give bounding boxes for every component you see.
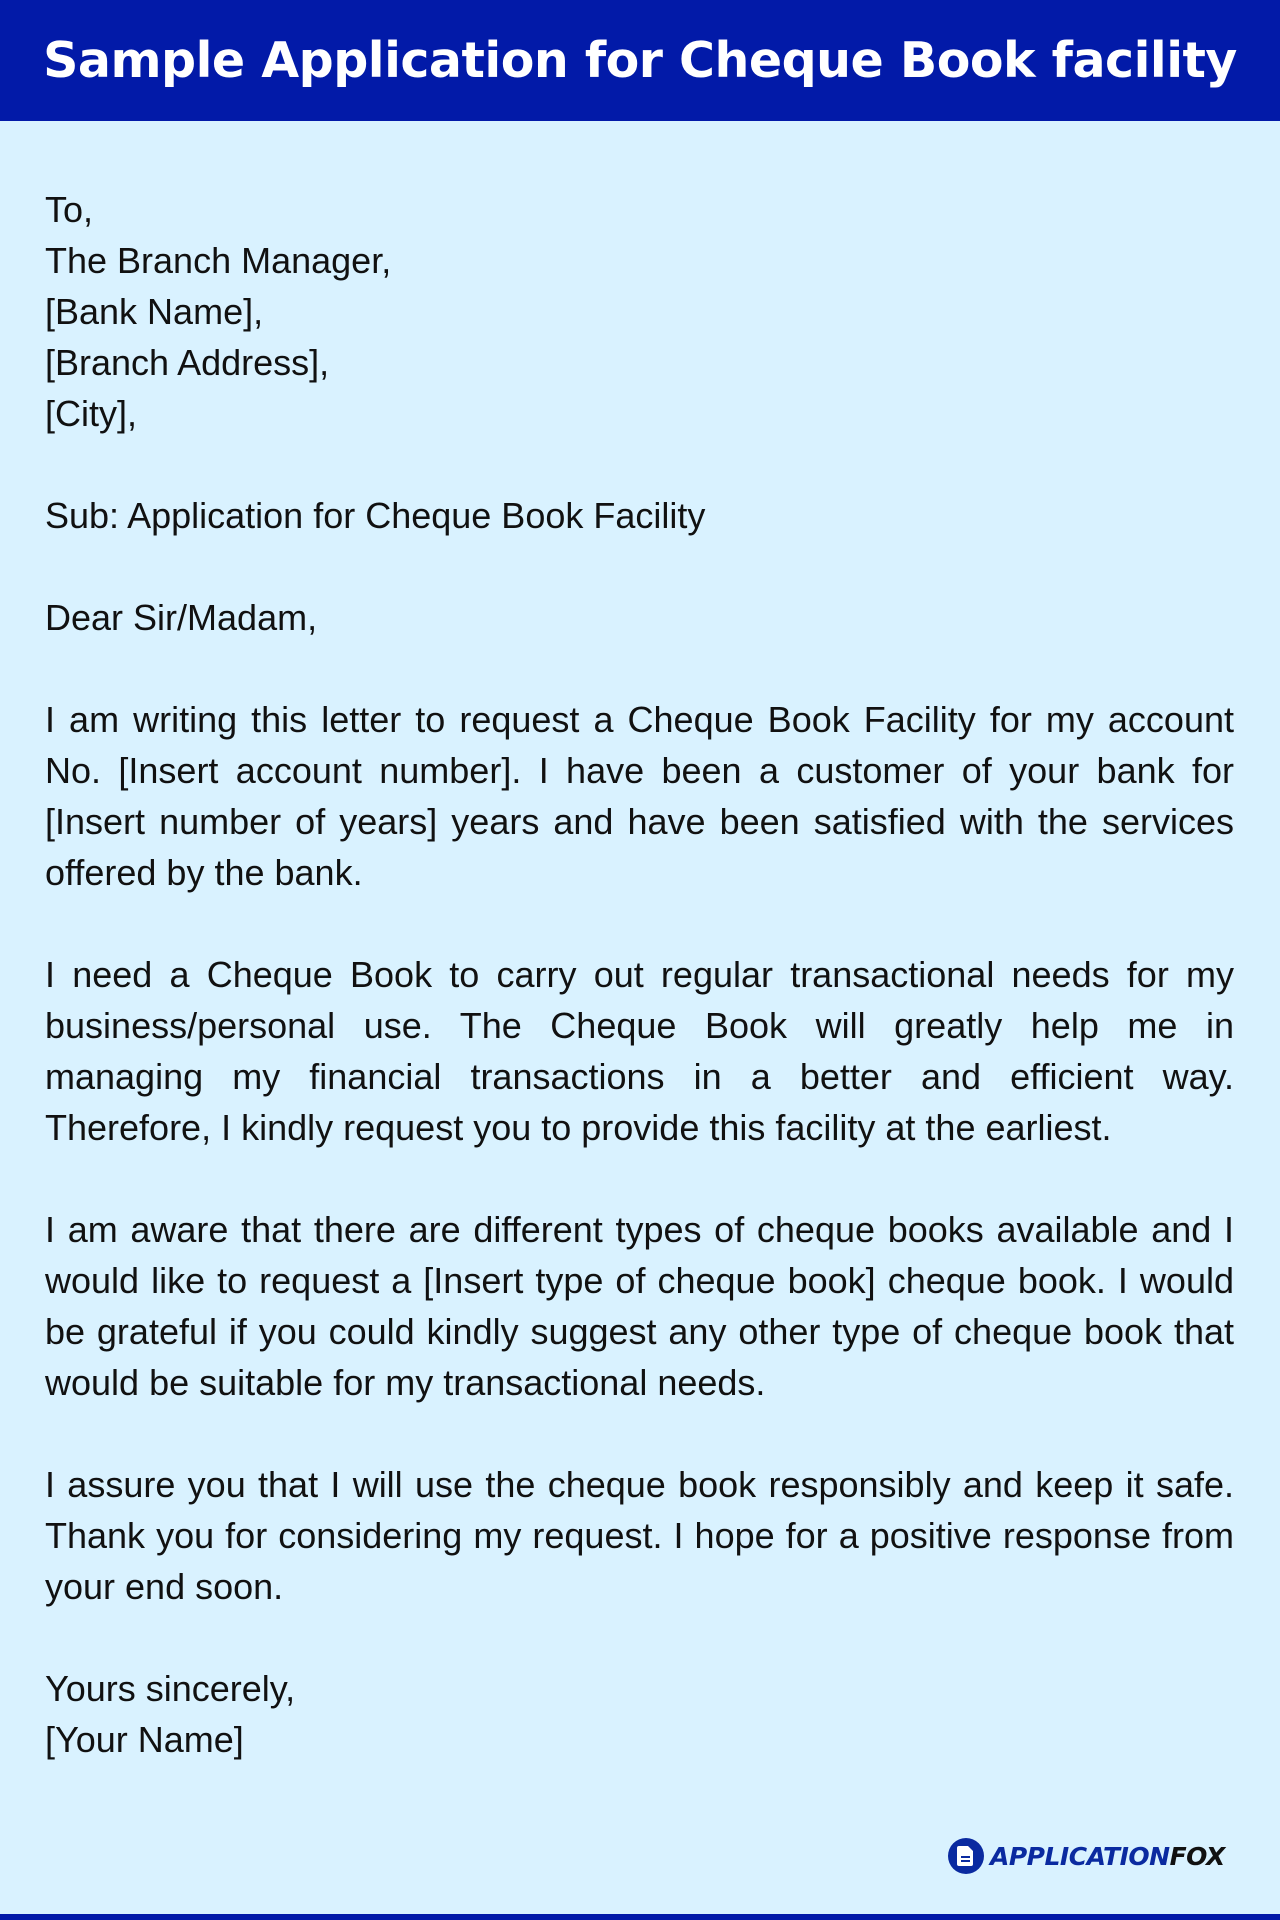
- body-paragraph: I am aware that there are different types of cheque books available and I would like to request a [Insert type of cheque book] cheque book. I would be grateful if you could kindly suggest any other type of cheque book that would be suitable for my transactional needs.: [45, 1209, 1234, 1403]
- address-line: [Branch Address],: [45, 342, 330, 383]
- spacer: [45, 1612, 1234, 1663]
- address-line: The Branch Manager,: [45, 240, 392, 281]
- signature: [Your Name]: [45, 1719, 244, 1760]
- spacer: [45, 898, 1234, 949]
- address-line: [Bank Name],: [45, 291, 264, 332]
- subject-line: Sub: Application for Cheque Book Facility: [45, 495, 706, 536]
- page-header: [0, 0, 1280, 121]
- closing: Yours sincerely,: [45, 1668, 296, 1709]
- logo-text-fox: FOX: [1169, 1841, 1225, 1871]
- logo-wordmark: [990, 1842, 1225, 1871]
- body-paragraph: I need a Cheque Book to carry out regular transactional needs for my business/personal use. The Cheque Book will greatly help me in managing my financial transactions in a better and efficient way. Therefore, I kindly request you to provide this facility at the earliest.: [45, 954, 1234, 1148]
- spacer: [45, 541, 1234, 592]
- bottom-border: [0, 1914, 1280, 1920]
- recipient-address: [45, 184, 1234, 439]
- spacer: [45, 439, 1234, 490]
- spacer: [45, 1153, 1234, 1204]
- body-paragraph: I assure you that I will use the cheque book responsibly and keep it safe. Thank you for considering my request. I hope for a positive response from your end soon.: [45, 1464, 1234, 1607]
- applicationfox-logo: [948, 1838, 1225, 1874]
- body-paragraph: I am writing this letter to request a Cheque Book Facility for my account No. [Insert account number]. I have been a customer of your bank for [Insert number of years] years and have been satisfied with the services offered by the bank.: [45, 699, 1234, 893]
- letter-body: [45, 184, 1234, 1765]
- spacer: [45, 643, 1234, 694]
- document-icon: [948, 1838, 984, 1874]
- address-line: To,: [45, 189, 94, 230]
- salutation: Dear Sir/Madam,: [45, 597, 318, 638]
- page-title: Sample Application for Cheque Book facility: [43, 32, 1237, 89]
- spacer: [45, 1408, 1234, 1459]
- logo-text-application: APPLICATION: [990, 1841, 1170, 1871]
- address-line: [City],: [45, 393, 138, 434]
